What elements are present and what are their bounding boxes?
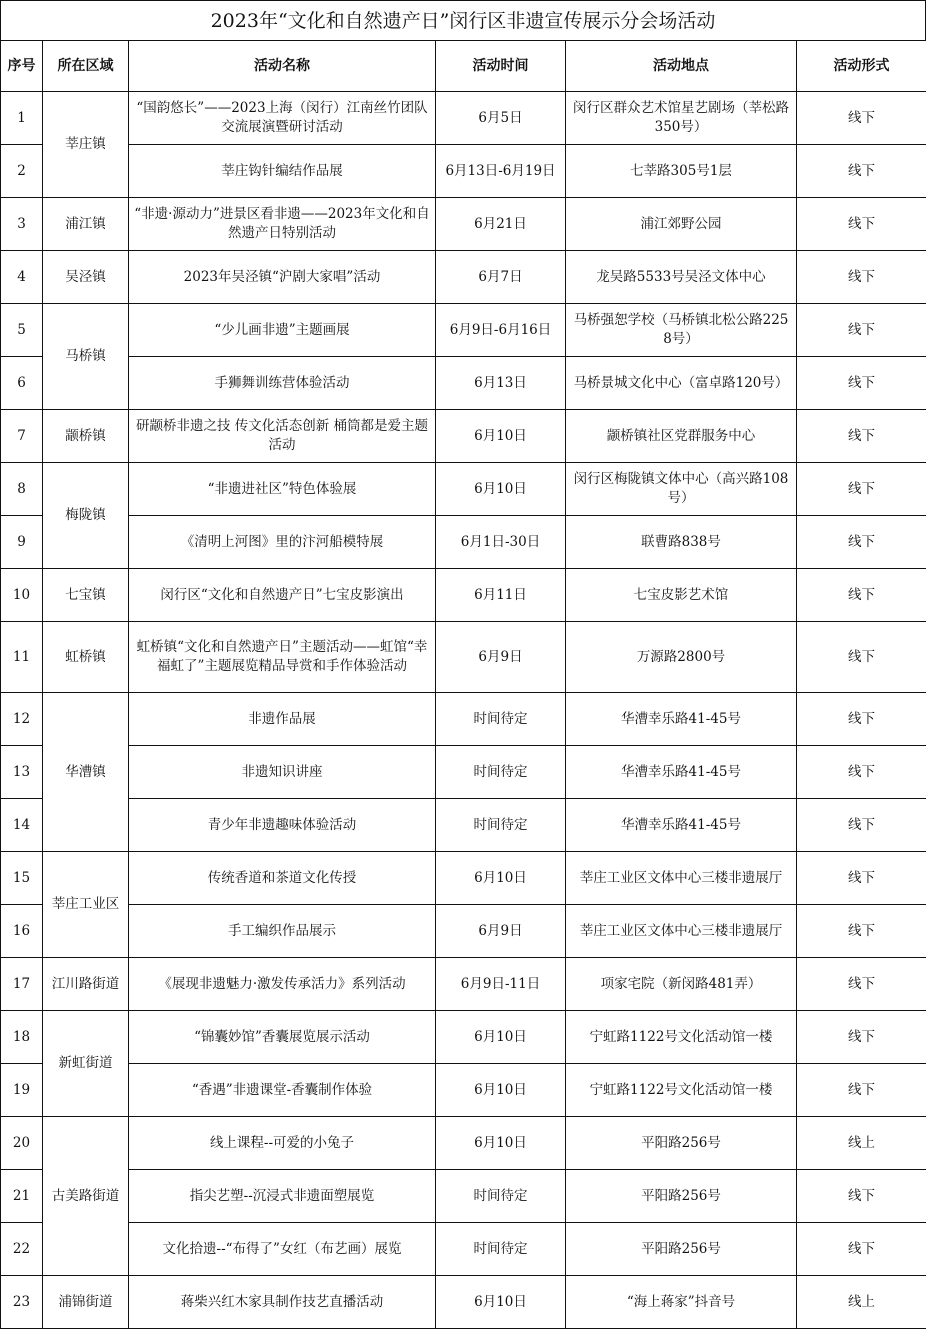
cell-time: 6月9日-6月16日	[436, 304, 566, 357]
cell-time: 6月11日	[436, 569, 566, 622]
cell-mode: 线下	[797, 746, 926, 799]
cell-seq: 9	[1, 516, 43, 569]
cell-time: 6月5日	[436, 92, 566, 145]
header-location: 活动地点	[566, 41, 797, 92]
cell-location: 华漕幸乐路41-45号	[566, 693, 797, 746]
cell-name: 指尖艺塑--沉浸式非遗面塑展览	[129, 1170, 436, 1223]
table-row	[1, 693, 926, 746]
cell-mode: 线下	[797, 1223, 926, 1276]
cell-location: “海上蒋家”抖音号	[566, 1276, 797, 1329]
table-row	[1, 852, 926, 905]
page-title: 2023年“文化和自然遗产日”闵行区非遗宣传展示分会场活动	[0, 0, 926, 40]
cell-time: 6月1日-30日	[436, 516, 566, 569]
cell-time: 6月7日	[436, 251, 566, 304]
cell-location: 浦江郊野公园	[566, 198, 797, 251]
cell-area: 虹桥镇	[43, 622, 129, 693]
cell-name: 蒋柴兴红木家具制作技艺直播活动	[129, 1276, 436, 1329]
cell-time: 时间待定	[436, 799, 566, 852]
cell-area: 浦江镇	[43, 198, 129, 251]
cell-mode: 线下	[797, 357, 926, 410]
cell-mode: 线下	[797, 516, 926, 569]
cell-mode: 线下	[797, 852, 926, 905]
cell-time: 6月9日	[436, 622, 566, 693]
cell-name: 文化拾遗--“布得了”女红（布艺画）展览	[129, 1223, 436, 1276]
cell-seq: 20	[1, 1117, 43, 1170]
table-row	[1, 145, 926, 198]
cell-name: 闵行区“文化和自然遗产日”七宝皮影演出	[129, 569, 436, 622]
cell-location: 龙吴路5533号吴泾文体中心	[566, 251, 797, 304]
cell-area: 华漕镇	[43, 693, 129, 852]
table-row	[1, 622, 926, 693]
cell-name: 青少年非遗趣味体验活动	[129, 799, 436, 852]
cell-time: 6月9日-11日	[436, 958, 566, 1011]
header-area: 所在区域	[43, 41, 129, 92]
cell-area: 浦锦街道	[43, 1276, 129, 1329]
cell-time: 6月10日	[436, 1011, 566, 1064]
cell-seq: 1	[1, 92, 43, 145]
cell-mode: 线下	[797, 251, 926, 304]
activities-table	[0, 40, 926, 1329]
table-row	[1, 1170, 926, 1223]
cell-location: 华漕幸乐路41-45号	[566, 799, 797, 852]
cell-location: 莘庄工业区文体中心三楼非遗展厅	[566, 852, 797, 905]
cell-name: 非遗作品展	[129, 693, 436, 746]
cell-mode: 线下	[797, 145, 926, 198]
cell-location: 马桥景城文化中心（富卓路120号）	[566, 357, 797, 410]
cell-mode: 线下	[797, 569, 926, 622]
cell-mode: 线下	[797, 1011, 926, 1064]
cell-location: 华漕幸乐路41-45号	[566, 746, 797, 799]
cell-seq: 17	[1, 958, 43, 1011]
cell-name: 传统香道和茶道文化传授	[129, 852, 436, 905]
table-row	[1, 463, 926, 516]
table-row	[1, 1064, 926, 1117]
cell-mode: 线下	[797, 198, 926, 251]
cell-seq: 16	[1, 905, 43, 958]
table-row	[1, 516, 926, 569]
header-time: 活动时间	[436, 41, 566, 92]
cell-name: “香遇”非遗课堂-香囊制作体验	[129, 1064, 436, 1117]
cell-time: 6月10日	[436, 410, 566, 463]
table-row	[1, 410, 926, 463]
cell-seq: 6	[1, 357, 43, 410]
cell-seq: 10	[1, 569, 43, 622]
cell-name: “锦囊妙馆”香囊展览展示活动	[129, 1011, 436, 1064]
cell-mode: 线下	[797, 1170, 926, 1223]
cell-location: 七宝皮影艺术馆	[566, 569, 797, 622]
cell-mode: 线下	[797, 1064, 926, 1117]
cell-name: “非遗进社区”特色体验展	[129, 463, 436, 516]
table-row	[1, 799, 926, 852]
cell-area: 新虹街道	[43, 1011, 129, 1117]
cell-mode: 线下	[797, 905, 926, 958]
cell-seq: 3	[1, 198, 43, 251]
header-name: 活动名称	[129, 41, 436, 92]
header-mode: 活动形式	[797, 41, 926, 92]
cell-seq: 8	[1, 463, 43, 516]
cell-area: 古美路街道	[43, 1117, 129, 1276]
cell-time: 6月13日	[436, 357, 566, 410]
cell-mode: 线下	[797, 622, 926, 693]
table-row	[1, 1276, 926, 1329]
cell-name: 线上课程--可爱的小兔子	[129, 1117, 436, 1170]
cell-name: 研颛桥非遗之技 传文化活态创新 桶筒都是爱主题活动	[129, 410, 436, 463]
table-row	[1, 958, 926, 1011]
table-row	[1, 1117, 926, 1170]
cell-name: 手狮舞训练营体验活动	[129, 357, 436, 410]
cell-time: 6月10日	[436, 1117, 566, 1170]
cell-area: 马桥镇	[43, 304, 129, 410]
cell-name: “国韵悠长”——2023上海（闵行）江南丝竹团队交流展演暨研讨活动	[129, 92, 436, 145]
cell-name: 2023年吴泾镇“沪剧大家唱”活动	[129, 251, 436, 304]
cell-time: 6月10日	[436, 1064, 566, 1117]
cell-mode: 线下	[797, 410, 926, 463]
table-row	[1, 1223, 926, 1276]
cell-mode: 线下	[797, 693, 926, 746]
cell-seq: 13	[1, 746, 43, 799]
cell-time: 6月9日	[436, 905, 566, 958]
cell-location: 宁虹路1122号文化活动馆一楼	[566, 1011, 797, 1064]
cell-location: 万源路2800号	[566, 622, 797, 693]
table-row	[1, 198, 926, 251]
table-row	[1, 1011, 926, 1064]
cell-location: 莘庄工业区文体中心三楼非遗展厅	[566, 905, 797, 958]
cell-location: 七莘路305号1层	[566, 145, 797, 198]
table-row	[1, 251, 926, 304]
cell-seq: 18	[1, 1011, 43, 1064]
cell-name: “非遗·源动力”进景区看非遗——2023年文化和自然遗产日特别活动	[129, 198, 436, 251]
cell-name: 莘庄钩针编结作品展	[129, 145, 436, 198]
cell-seq: 4	[1, 251, 43, 304]
cell-area: 莘庄工业区	[43, 852, 129, 958]
cell-mode: 线上	[797, 1117, 926, 1170]
cell-seq: 12	[1, 693, 43, 746]
cell-location: 项家宅院（新闵路481弄）	[566, 958, 797, 1011]
cell-time: 6月10日	[436, 463, 566, 516]
cell-location: 闵行区群众艺术馆星艺剧场（莘松路350号）	[566, 92, 797, 145]
cell-location: 颛桥镇社区党群服务中心	[566, 410, 797, 463]
header-seq: 序号	[1, 41, 43, 92]
cell-mode: 线下	[797, 463, 926, 516]
cell-time: 6月21日	[436, 198, 566, 251]
cell-area: 七宝镇	[43, 569, 129, 622]
cell-time: 6月10日	[436, 852, 566, 905]
cell-seq: 5	[1, 304, 43, 357]
cell-location: 联曹路838号	[566, 516, 797, 569]
cell-name: 虹桥镇“文化和自然遗产日”主题活动——虹馆“幸福虹了”主题展览精品导赏和手作体验活动	[129, 622, 436, 693]
table-row	[1, 92, 926, 145]
cell-location: 马桥强恕学校（马桥镇北松公路2258号）	[566, 304, 797, 357]
cell-seq: 7	[1, 410, 43, 463]
cell-area: 莘庄镇	[43, 92, 129, 198]
cell-area: 江川路街道	[43, 958, 129, 1011]
cell-mode: 线下	[797, 799, 926, 852]
cell-time: 6月13日-6月19日	[436, 145, 566, 198]
cell-location: 平阳路256号	[566, 1223, 797, 1276]
cell-name: 手工编织作品展示	[129, 905, 436, 958]
cell-mode: 线上	[797, 1276, 926, 1329]
cell-seq: 14	[1, 799, 43, 852]
cell-time: 时间待定	[436, 693, 566, 746]
table-row	[1, 304, 926, 357]
cell-time: 时间待定	[436, 746, 566, 799]
cell-area: 梅陇镇	[43, 463, 129, 569]
cell-location: 平阳路256号	[566, 1170, 797, 1223]
header-row	[1, 41, 926, 92]
cell-seq: 11	[1, 622, 43, 693]
cell-location: 平阳路256号	[566, 1117, 797, 1170]
cell-name: 《清明上河图》里的汴河船模特展	[129, 516, 436, 569]
table-row	[1, 357, 926, 410]
cell-mode: 线下	[797, 958, 926, 1011]
cell-time: 时间待定	[436, 1223, 566, 1276]
cell-mode: 线下	[797, 92, 926, 145]
cell-area: 吴泾镇	[43, 251, 129, 304]
cell-name: 非遗知识讲座	[129, 746, 436, 799]
cell-seq: 21	[1, 1170, 43, 1223]
cell-time: 6月10日	[436, 1276, 566, 1329]
cell-seq: 2	[1, 145, 43, 198]
cell-time: 时间待定	[436, 1170, 566, 1223]
cell-location: 宁虹路1122号文化活动馆一楼	[566, 1064, 797, 1117]
cell-seq: 15	[1, 852, 43, 905]
table-row	[1, 569, 926, 622]
cell-seq: 22	[1, 1223, 43, 1276]
table-row	[1, 905, 926, 958]
cell-seq: 23	[1, 1276, 43, 1329]
cell-location: 闵行区梅陇镇文体中心（高兴路108号）	[566, 463, 797, 516]
cell-name: “少儿画非遗”主题画展	[129, 304, 436, 357]
cell-seq: 19	[1, 1064, 43, 1117]
cell-name: 《展现非遗魅力·激发传承活力》系列活动	[129, 958, 436, 1011]
cell-area: 颛桥镇	[43, 410, 129, 463]
table-row	[1, 746, 926, 799]
cell-mode: 线下	[797, 304, 926, 357]
